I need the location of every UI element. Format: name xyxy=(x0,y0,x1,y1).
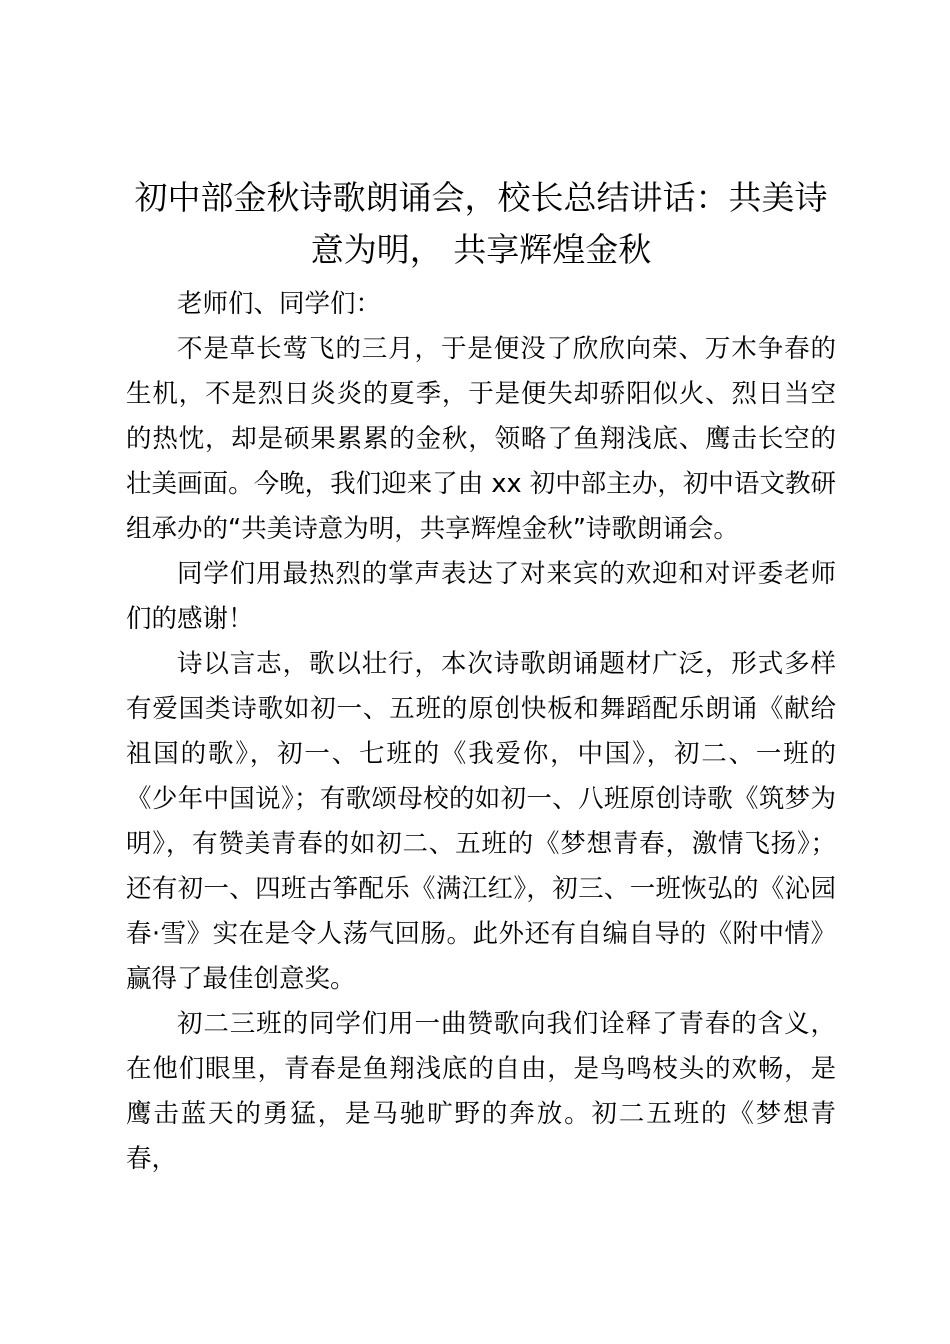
paragraph-4: 初二三班的同学们用一曲赞歌向我们诠释了青春的含义，在他们眼里，青春是鱼翔浅底的自由，是鸟鸣枝头的欢畅，是鹰击蓝天的勇猛，是马驰旷野的奔放。初二五班的《梦想青春， xyxy=(126,1009,836,1174)
salutation: 老师们、同学们： xyxy=(177,289,382,319)
document-body xyxy=(126,282,836,1182)
paragraph-2: 同学们用最热烈的掌声表达了对来宾的欢迎和对评委老师们的感谢！ xyxy=(126,559,836,634)
document-content xyxy=(126,172,836,1182)
paragraph-1: 不是草长莺飞的三月，于是便没了欣欣向荣、万木争春的生机，不是烈日炎炎的夏季，于是便失却骄阳似火、烈日当空的热忱，却是硕果累累的金秋，领略了鱼翔浅底、鹰击长空的壮美画面。今晚，我们迎来了由 xx 初中部主办，初中语文教研组承办的“共美诗意为明，共享辉煌金秋”诗歌朗诵会。 xyxy=(126,334,836,544)
document-title: 初中部金秋诗歌朗诵会，校长总结讲话：共美诗意为明， 共享辉煌金秋 xyxy=(134,178,828,269)
paragraph-3: 诗以言志，歌以壮行，本次诗歌朗诵题材广泛，形式多样有爱国类诗歌如初一、五班的原创快板和舞蹈配乐朗诵《献给祖国的歌》，初一、七班的《我爱你，中国》，初二、一班的《少年中国说》；有歌颂母校的如初一、八班原创诗歌《筑梦为明》，有赞美青春的如初二、五班的《梦想青春，激情飞扬》；还有初一、四班古筝配乐《满江红》，初三、一班恢弘的《沁园春·雪》实在是令人荡气回肠。此外还有自编自导的《附中情》赢得了最佳创意奖。 xyxy=(126,649,836,994)
